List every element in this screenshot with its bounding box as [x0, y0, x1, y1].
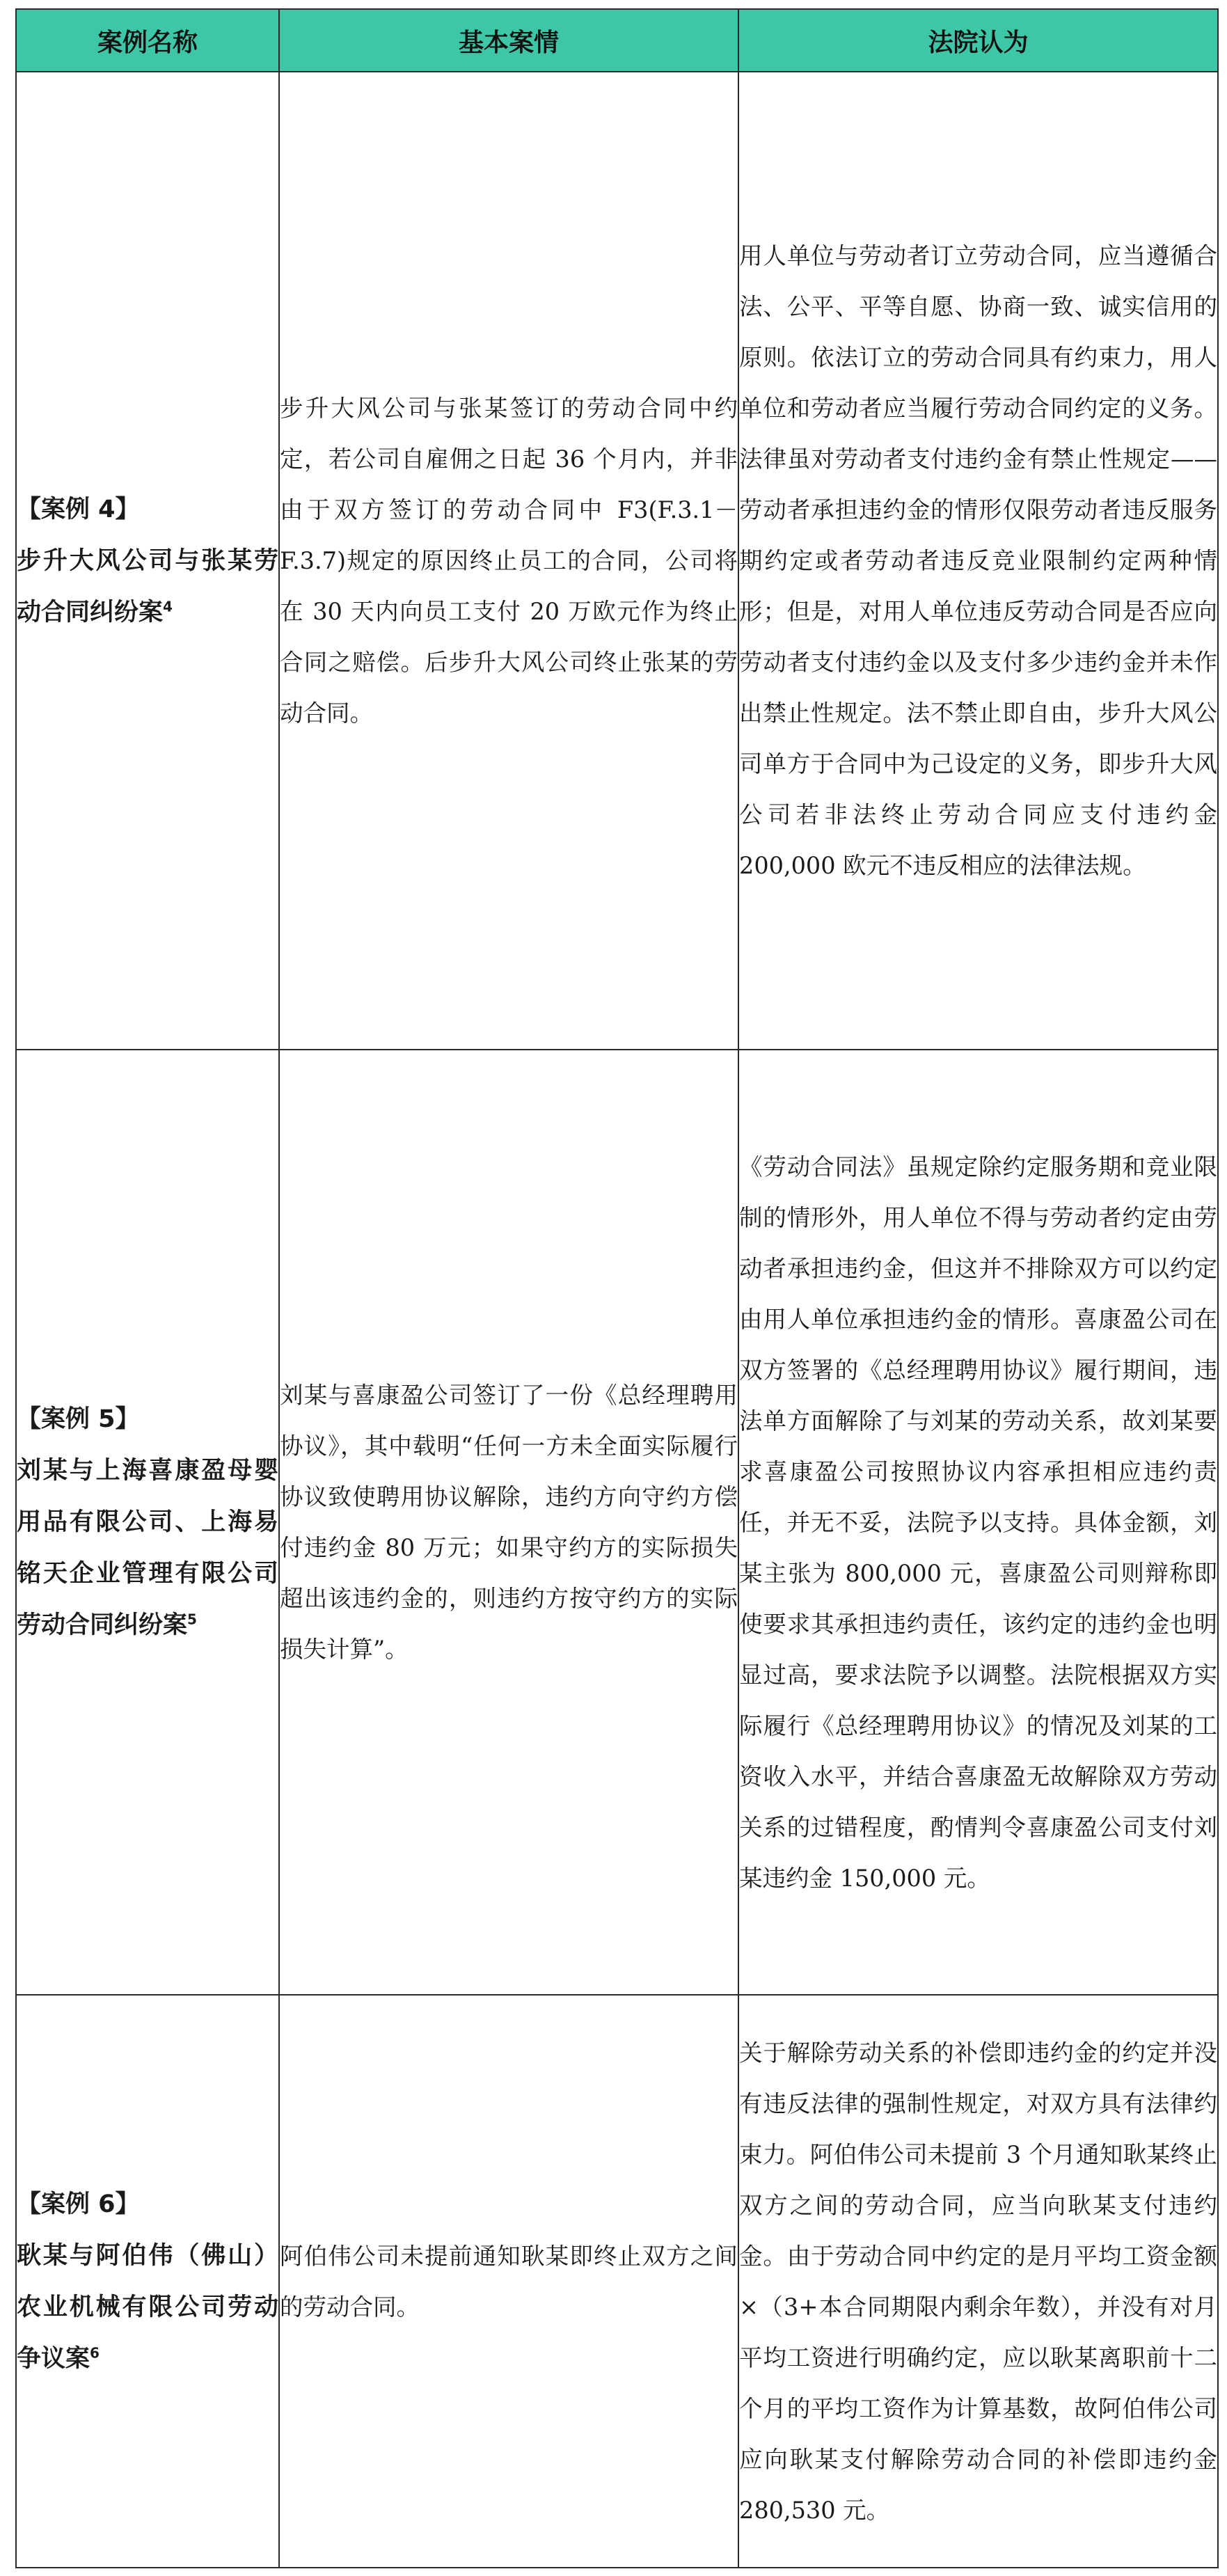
opinion-cell: 关于解除劳动关系的补偿即违约金的约定并没有违反法律的强制性规定，对双方具有法律约束力。阿伯伟公司未提前 3 个月通知耿某终止双方之间的劳动合同，应当向耿某支付违约金。由于劳动合同中约定的是月平均工资金额×（3+本合同期限内剩余年数），并没有对月平均工资进行明确约定，应以耿某离职前十二个月的平均工资作为计算基数，故阿伯伟公司应向耿某支付解除劳动合同的补偿即违约金 280,530 元。	[738, 1995, 1218, 2568]
table-row	[16, 1050, 1218, 1995]
header-row	[16, 9, 1218, 72]
case-name-cell	[16, 1995, 279, 2568]
facts-cell: 刘某与喜康盈公司签订了一份《总经理聘用协议》，其中载明“任何一方未全面实际履行协议致使聘用协议解除，违约方向守约方偿付违约金 80 万元；如果守约方的实际损失超出该违约金的，则违约方按守约方的实际损失计算”。	[279, 1050, 738, 1995]
header-case-name: 案例名称	[16, 9, 279, 72]
case-number: 【案例 5】	[17, 1405, 140, 1433]
case-name-cell	[16, 72, 279, 1050]
opinion-cell: 用人单位与劳动者订立劳动合同，应当遵循合法、公平、平等自愿、协商一致、诚实信用的原则。依法订立的劳动合同具有约束力，用人单位和劳动者应当履行劳动合同约定的义务。法律虽对劳动者支付违约金有禁止性规定——劳动者承担违约金的情形仅限劳动者违反服务期约定或者劳动者违反竞业限制约定两种情形；但是，对用人单位违反劳动合同是否应向劳动者支付违约金以及支付多少违约金并未作出禁止性规定。法不禁止即自由，步升大风公司单方于合同中为己设定的义务，即步升大风公司若非法终止劳动合同应支付违约金 200,000 欧元不违反相应的法律法规。	[738, 72, 1218, 1050]
table-row	[16, 72, 1218, 1050]
table-row	[16, 1995, 1218, 2568]
footnote-marker: 5	[187, 1611, 197, 1628]
header-facts: 基本案情	[279, 9, 738, 72]
footnote-marker: 6	[90, 2344, 100, 2361]
header-opinion: 法院认为	[738, 9, 1218, 72]
case-number: 【案例 6】	[17, 2190, 140, 2218]
case-number: 【案例 4】	[17, 495, 140, 523]
facts-cell: 步升大风公司与张某签订的劳动合同中约定，若公司自雇佣之日起 36 个月内，并非由于双方签订的劳动合同中 F3(F.3.1－F.3.7)规定的原因终止员工的合同，公司将在 30 天内向员工支付 20 万欧元作为终止合同之赔偿。后步升大风公司终止张某的劳动合同。	[279, 72, 738, 1050]
footnote-marker: 4	[163, 597, 173, 615]
case-name-cell	[16, 1050, 279, 1995]
case-title: 步升大风公司与张某劳动合同纠纷案	[17, 546, 278, 626]
opinion-cell: 《劳动合同法》虽规定除约定服务期和竞业限制的情形外，用人单位不得与劳动者约定由劳动者承担违约金，但这并不排除双方可以约定由用人单位承担违约金的情形。喜康盈公司在双方签署的《总经理聘用协议》履行期间，违法单方面解除了与刘某的劳动关系，故刘某要求喜康盈公司按照协议内容承担相应违约责任，并无不妥，法院予以支持。具体金额，刘某主张为 800,000 元，喜康盈公司则辩称即使要求其承担违约责任，该约定的违约金也明显过高，要求法院予以调整。法院根据双方实际履行《总经理聘用协议》的情况及刘某的工资收入水平，并结合喜康盈无故解除双方劳动关系的过错程度，酌情判令喜康盈公司支付刘某违约金 150,000 元。	[738, 1050, 1218, 1995]
case-title: 耿某与阿伯伟（佛山）农业机械有限公司劳动争议案	[17, 2241, 278, 2373]
facts-cell: 阿伯伟公司未提前通知耿某即终止双方之间的劳动合同。	[279, 1995, 738, 2568]
case-title: 刘某与上海喜康盈母婴用品有限公司、上海易铭天企业管理有限公司劳动合同纠纷案	[17, 1457, 278, 1639]
case-table	[15, 8, 1219, 2568]
